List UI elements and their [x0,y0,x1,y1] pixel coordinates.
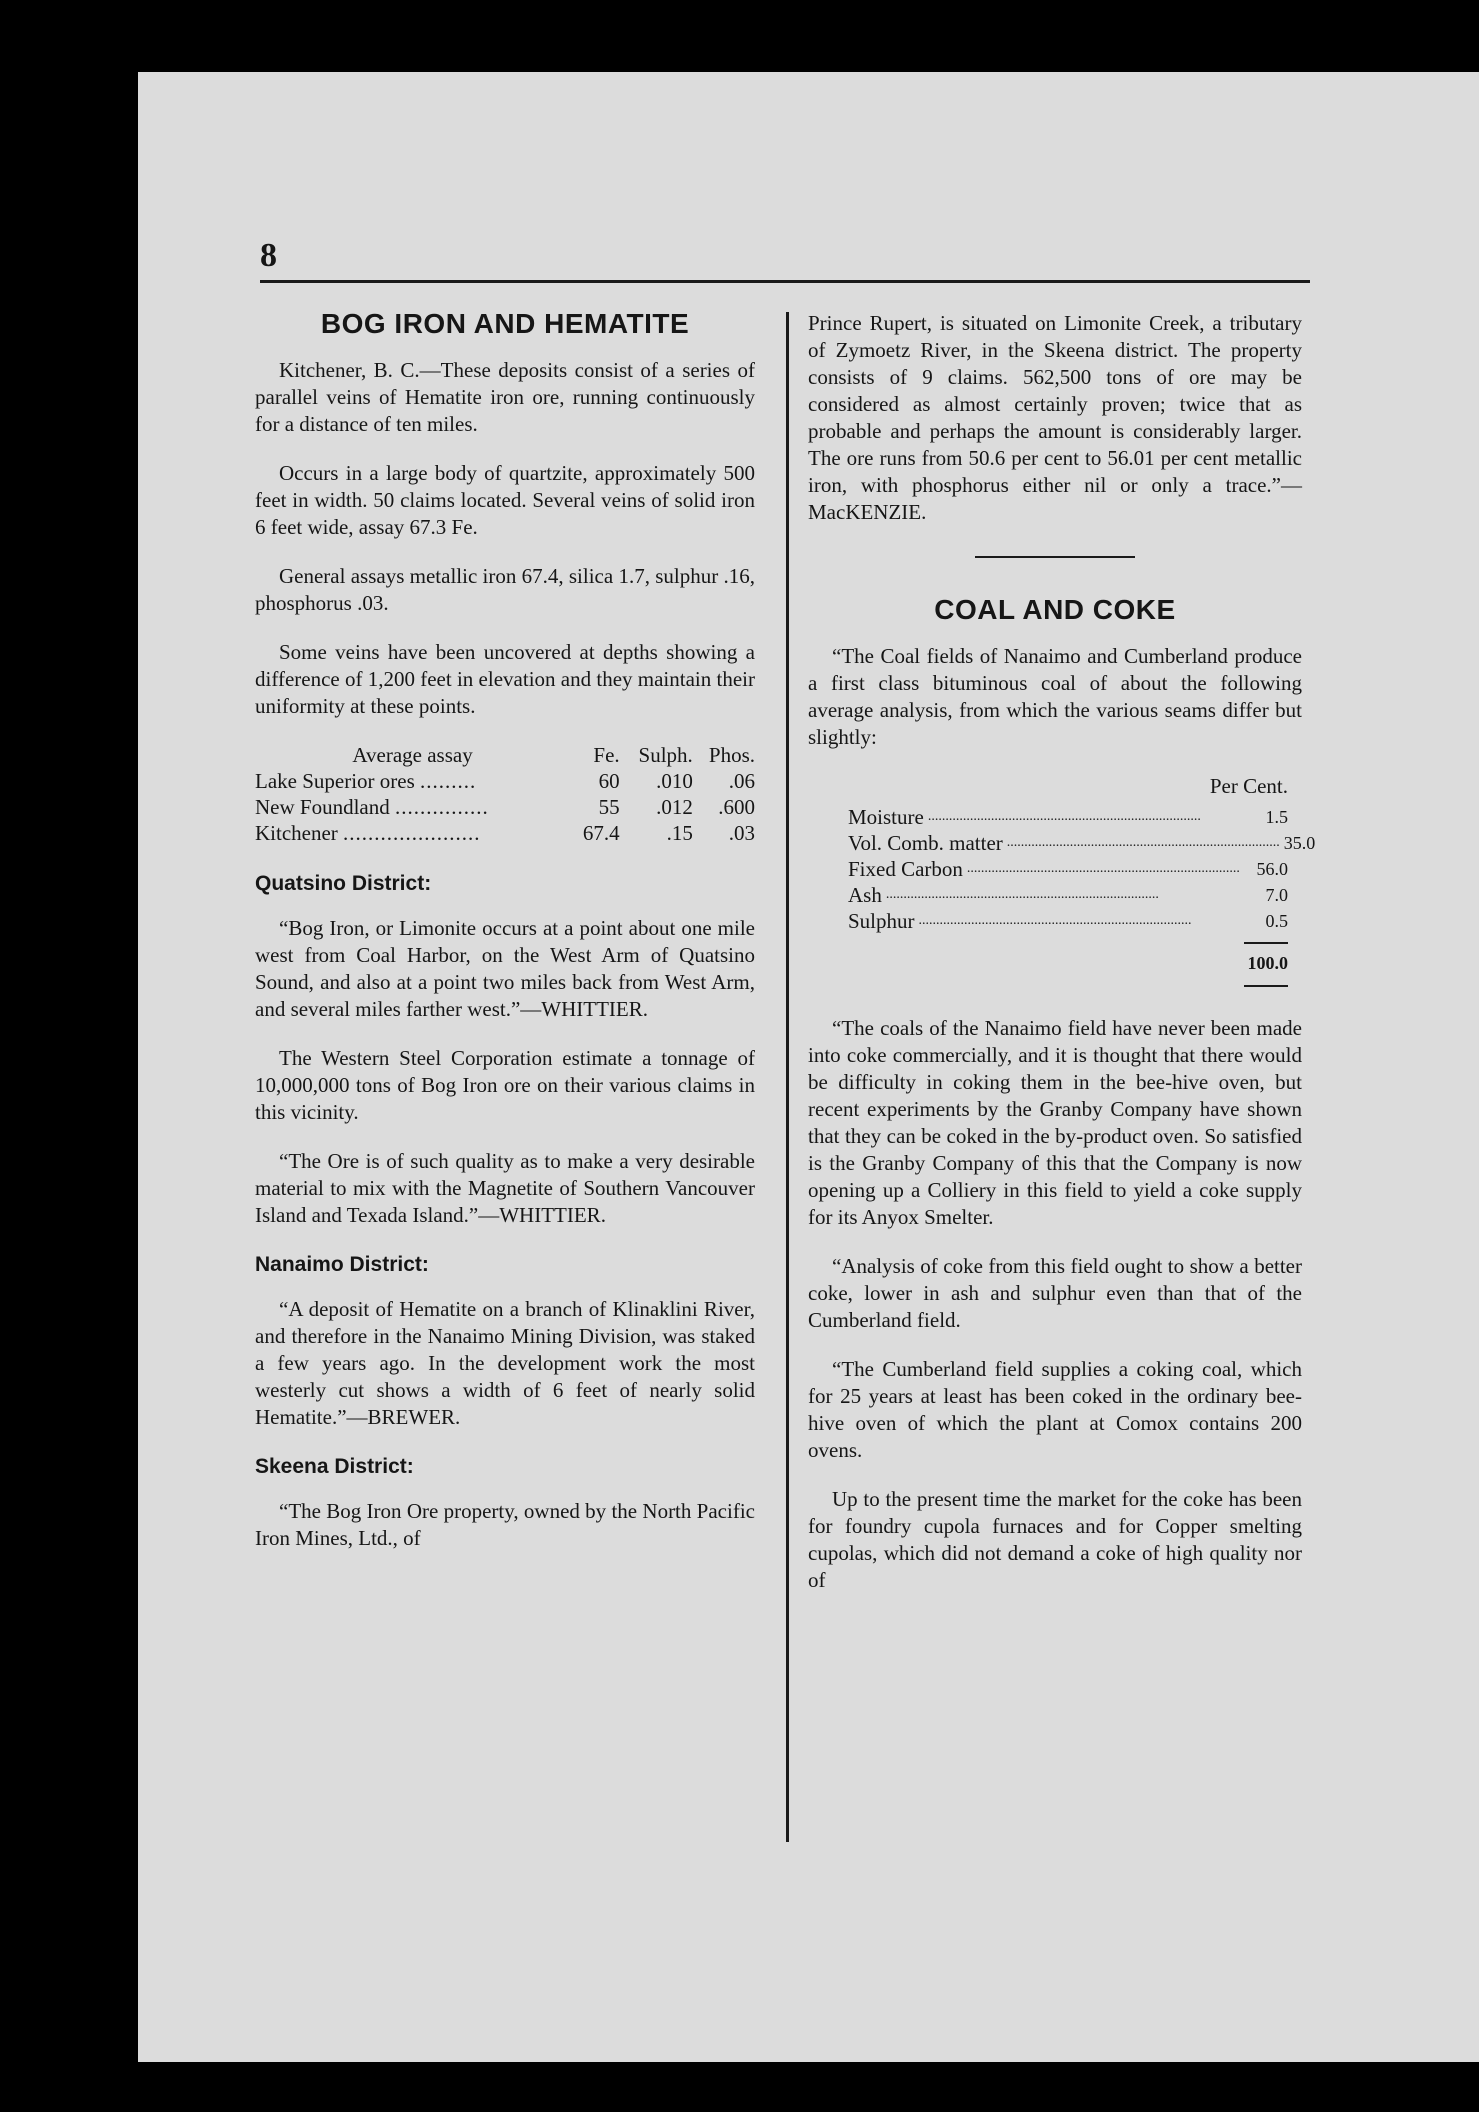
left-column [255,310,755,1574]
assay-row [255,768,755,794]
assay-phos: .03 [728,821,755,845]
analysis-row [848,830,1316,856]
paragraph: “The coals of the Nanaimo field have never been made into coke commercially, and it is thought that there would be difficulty in coking them in the bee-hive oven, but recent experiments by the Granby Company have shown that they can be coked in the by-product oven. So satisfied is the Granby Company of this that the Company is now opening up a Colliery in this field to yield a coke supply for its Anyox Smelter. [808,1016,1302,1229]
analysis-row [848,882,1288,908]
analysis-value: 1.5 [1265,807,1288,827]
dot-leader: .............................................................................. [1006,835,1280,850]
page-number: 8 [260,237,277,274]
assay-label: New Foundland ............... [255,795,489,819]
assay-row [255,794,755,820]
paragraph: “The Ore is of such quality as to make a very desirable material to mix with the Magnetite of Southern Vancouver Island and Texada Island.”—WHITTIER. [255,1149,755,1227]
assay-sulph: .15 [666,821,693,845]
section-title-coal-coke: COAL AND COKE [934,594,1176,625]
analysis-value: 35.0 [1283,833,1316,853]
paragraph: “Analysis of coke from this field ought to show a better coke, lower in ash and sulphur even than that of the Cumberland field. [808,1254,1302,1332]
assay-phos: .06 [728,769,755,793]
assay-row [255,820,755,846]
assay-table [255,742,755,846]
assay-fe: 67.4 [582,821,620,845]
analysis-label: Vol. Comb. matter [848,831,1003,855]
paragraph: General assays metallic iron 67.4, silica 1.7, sulphur .16, phosphorus .03. [255,564,755,615]
paragraph-continued: Prince Rupert, is situated on Limonite Creek, a tributary of Zymoetz River, in the Skeena district. The property consists of 9 claims. 562,500 tons of ore may be considered as almost certainly proven; twice that as probable and perhaps the amount is considerably larger. The ore runs from 50.6 per cent to 56.01 per cent metallic iron, with phosphorus either nil or only a trace.”—MacKENZIE. [808,311,1302,524]
analysis-total: 100.0 [1247,953,1288,973]
sum-rule [1244,942,1288,944]
analysis-label: Sulphur [848,909,915,933]
analysis-label: Ash [848,883,882,907]
paragraph: “The Cumberland field supplies a coking coal, which for 25 years at least has been coked in the ordinary bee-hive oven of which the plant at Comox contains 200 ovens. [808,1357,1302,1462]
dot-leader: .............................................................................. [885,887,1159,902]
paragraph: “The Coal fields of Nanaimo and Cumberland produce a first class bituminous coal of about the following average analysis, from which the various seams differ but slightly: [808,644,1302,749]
analysis-value: 0.5 [1265,911,1288,931]
assay-fe: 60 [598,769,620,793]
paragraph: The Western Steel Corporation estimate a tonnage of 10,000,000 tons of Bog Iron ore on their various claims in this vicinity. [255,1046,755,1124]
paragraph: “A deposit of Hematite on a branch of Klinaklini River, and therefore in the Nanaimo Mining Division, was staked a few years ago. In the development work the most westerly cut shows a width of 6 feet of nearly solid Hematite.”—BREWER. [255,1297,755,1429]
analysis-value: 7.0 [1265,885,1288,905]
assay-header: Phos. [708,743,755,767]
subheading-skeena: Skeena District: [255,1455,414,1478]
paragraph: Some veins have been uncovered at depths showing a difference of 1,200 feet in elevation and they maintain their uniformity at these points. [255,640,755,718]
assay-sulph: .010 [656,769,693,793]
sum-rule [1244,985,1288,987]
dot-leader: .............................................................................. [927,809,1201,824]
assay-phos: .600 [718,795,755,819]
assay-label: Lake Superior ores ......... [255,769,477,793]
analysis-row [848,908,1288,934]
assay-header: Sulph. [638,743,693,767]
paragraph: “The Bog Iron Ore property, owned by the North Pacific Iron Mines, Ltd., of [255,1499,755,1550]
paragraph: Occurs in a large body of quartzite, approximately 500 feet in width. 50 claims located. Several veins of solid iron 6 feet wide, assay 67.3 Fe. [255,461,755,539]
paragraph: “Bog Iron, or Limonite occurs at a point about one mile west from Coal Harbor, on the West Arm of Quatsino Sound, and also at a point two miles back from West Arm, and several miles farther west.”—WHITTIER. [255,916,755,1021]
assay-header-row [255,742,755,768]
dot-leader: .............................................................................. [918,913,1192,928]
dot-leader: .............................................................................. [966,861,1240,876]
section-title-bog-iron: BOG IRON AND HEMATITE [320,308,690,339]
subheading-nanaimo: Nanaimo District: [255,1253,429,1276]
book-page [138,72,1479,2062]
section-divider [975,556,1135,558]
assay-header: Average assay [352,743,473,767]
assay-fe: 55 [598,795,620,819]
header-rule [260,280,1310,283]
analysis-label: Fixed Carbon [848,857,963,881]
assay-label: Kitchener ...................... [255,821,481,845]
assay-sulph: .012 [656,795,693,819]
paragraph: Up to the present time the market for the coke has been for foundry cupola furnaces and for Copper smelting cupolas, which did not demand a coke of high quality nor of [808,1487,1302,1592]
analysis-row [848,856,1288,882]
analysis-value: 56.0 [1256,859,1288,879]
analysis-row [848,804,1288,830]
coal-analysis-table [848,773,1316,987]
analysis-label: Moisture [848,805,924,829]
analysis-header: Per Cent. [1209,774,1288,798]
assay-header: Fe. [593,743,620,767]
subheading-quatsino: Quatsino District: [255,872,432,895]
right-column [808,310,1316,1616]
paragraph: Kitchener, B. C.—These deposits consist of a series of parallel veins of Hematite iron ore, running continuously for a distance of ten miles. [255,358,755,436]
column-divider [786,312,789,1842]
